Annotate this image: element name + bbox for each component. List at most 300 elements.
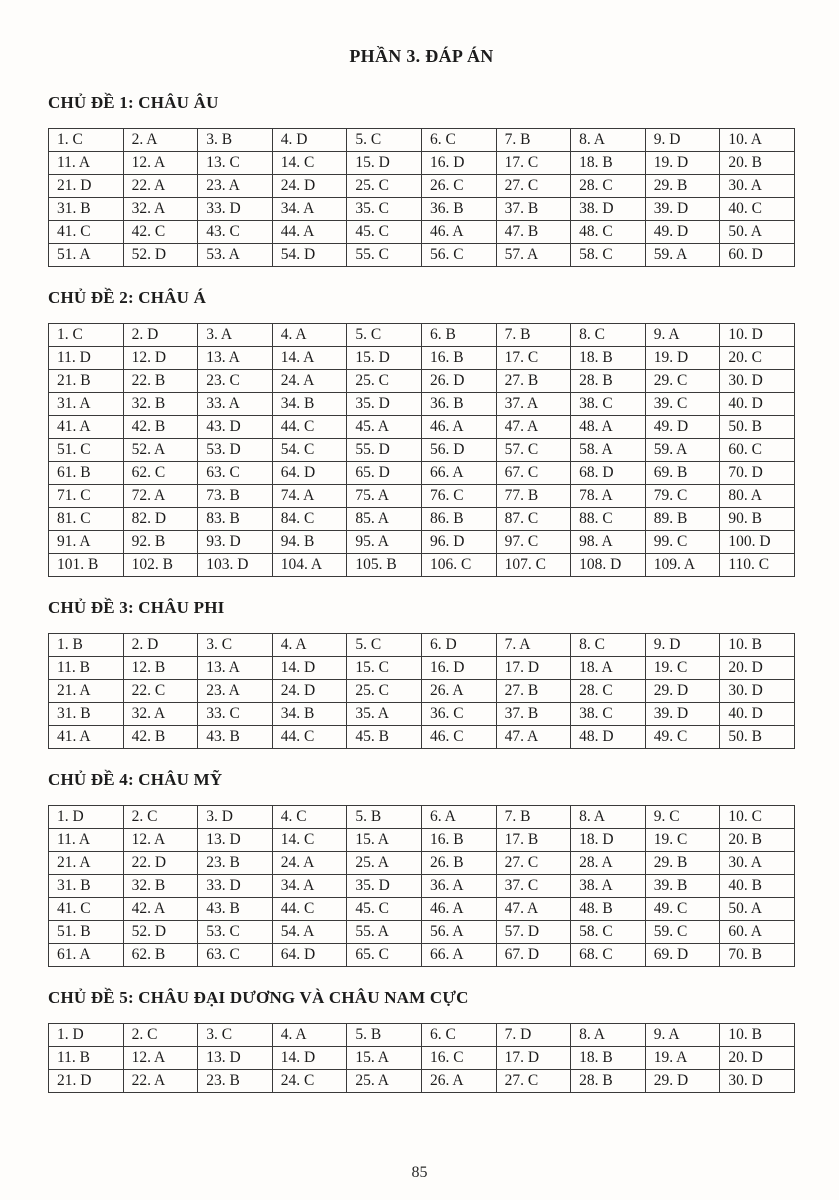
answer-cell: 56. D xyxy=(421,439,496,462)
answer-cell: 86. B xyxy=(421,508,496,531)
answer-cell: 102. B xyxy=(123,554,198,577)
answer-cell: 31. B xyxy=(49,198,124,221)
answer-cell: 45. C xyxy=(347,898,422,921)
answer-cell: 27. C xyxy=(496,175,571,198)
answer-cell: 32. A xyxy=(123,703,198,726)
answer-cell: 28. B xyxy=(571,370,646,393)
answer-cell: 92. B xyxy=(123,531,198,554)
answer-cell: 30. D xyxy=(720,680,795,703)
answer-cell: 49. D xyxy=(645,221,720,244)
answer-cell: 55. D xyxy=(347,439,422,462)
answer-cell: 52. A xyxy=(123,439,198,462)
answer-cell: 21. A xyxy=(49,852,124,875)
table-row xyxy=(49,175,795,198)
answer-cell: 3. A xyxy=(198,324,273,347)
table-row xyxy=(49,152,795,175)
table-row xyxy=(49,657,795,680)
answer-cell: 93. D xyxy=(198,531,273,554)
answer-cell: 83. B xyxy=(198,508,273,531)
answer-cell: 70. D xyxy=(720,462,795,485)
answer-cell: 60. A xyxy=(720,921,795,944)
answer-cell: 35. C xyxy=(347,198,422,221)
answer-cell: 105. B xyxy=(347,554,422,577)
answer-cell: 35. D xyxy=(347,875,422,898)
answer-cell: 23. B xyxy=(198,1070,273,1093)
answer-cell: 41. C xyxy=(49,221,124,244)
answer-cell: 38. C xyxy=(571,393,646,416)
answer-cell: 26. A xyxy=(421,1070,496,1093)
answer-cell: 61. B xyxy=(49,462,124,485)
answer-cell: 51. B xyxy=(49,921,124,944)
answer-cell: 50. A xyxy=(720,221,795,244)
answer-cell: 50. A xyxy=(720,898,795,921)
answer-cell: 23. B xyxy=(198,852,273,875)
answer-cell: 53. C xyxy=(198,921,273,944)
answer-cell: 100. D xyxy=(720,531,795,554)
answer-cell: 58. C xyxy=(571,921,646,944)
answer-cell: 38. D xyxy=(571,198,646,221)
answer-cell: 50. B xyxy=(720,416,795,439)
answer-cell: 15. D xyxy=(347,347,422,370)
answer-cell: 14. A xyxy=(272,347,347,370)
answer-cell: 6. C xyxy=(421,129,496,152)
answer-cell: 41. A xyxy=(49,726,124,749)
answer-cell: 108. D xyxy=(571,554,646,577)
answer-cell: 30. D xyxy=(720,370,795,393)
answer-cell: 22. D xyxy=(123,852,198,875)
answer-cell: 26. B xyxy=(421,852,496,875)
table-row xyxy=(49,1070,795,1093)
answer-cell: 6. B xyxy=(421,324,496,347)
answer-cell: 26. D xyxy=(421,370,496,393)
answer-cell: 15. C xyxy=(347,657,422,680)
answer-cell: 2. C xyxy=(123,806,198,829)
table-row xyxy=(49,921,795,944)
answer-cell: 6. D xyxy=(421,634,496,657)
answer-cell: 26. C xyxy=(421,175,496,198)
answer-cell: 42. C xyxy=(123,221,198,244)
answer-cell: 7. B xyxy=(496,806,571,829)
section-heading: CHỦ ĐỀ 3: CHÂU PHI xyxy=(48,598,225,617)
answer-cell: 19. C xyxy=(645,657,720,680)
answer-cell: 40. C xyxy=(720,198,795,221)
answer-cell: 59. A xyxy=(645,244,720,267)
answer-cell: 11. B xyxy=(49,657,124,680)
answer-cell: 49. C xyxy=(645,898,720,921)
section-heading: CHỦ ĐỀ 2: CHÂU Á xyxy=(48,288,207,307)
answer-cell: 55. C xyxy=(347,244,422,267)
answer-cell: 37. C xyxy=(496,875,571,898)
table-row xyxy=(49,462,795,485)
answer-cell: 31. B xyxy=(49,875,124,898)
answer-cell: 78. A xyxy=(571,485,646,508)
answer-cell: 24. A xyxy=(272,370,347,393)
answer-cell: 5. B xyxy=(347,1024,422,1047)
answer-cell: 59. C xyxy=(645,921,720,944)
answer-cell: 6. C xyxy=(421,1024,496,1047)
table-row xyxy=(49,439,795,462)
table-row xyxy=(49,554,795,577)
answer-cell: 13. A xyxy=(198,347,273,370)
answer-cell: 7. D xyxy=(496,1024,571,1047)
answer-cell: 5. C xyxy=(347,324,422,347)
answer-cell: 54. C xyxy=(272,439,347,462)
answer-table xyxy=(48,323,795,577)
answer-cell: 1. C xyxy=(49,324,124,347)
answer-cell: 10. D xyxy=(720,324,795,347)
table-row xyxy=(49,1047,795,1070)
answer-cell: 35. D xyxy=(347,393,422,416)
answer-cell: 68. C xyxy=(571,944,646,967)
answer-cell: 2. C xyxy=(123,1024,198,1047)
answer-cell: 66. A xyxy=(421,462,496,485)
answer-cell: 91. A xyxy=(49,531,124,554)
answer-cell: 14. D xyxy=(272,657,347,680)
table-row xyxy=(49,806,795,829)
answer-cell: 25. A xyxy=(347,852,422,875)
answer-cell: 17. D xyxy=(496,657,571,680)
answer-cell: 55. A xyxy=(347,921,422,944)
answer-cell: 12. D xyxy=(123,347,198,370)
answer-cell: 81. C xyxy=(49,508,124,531)
answer-cell: 16. B xyxy=(421,829,496,852)
answer-cell: 4. A xyxy=(272,1024,347,1047)
answer-cell: 104. A xyxy=(272,554,347,577)
section-heading: CHỦ ĐỀ 5: CHÂU ĐẠI DƯƠNG VÀ CHÂU NAM CỰC xyxy=(48,988,469,1007)
answer-cell: 9. D xyxy=(645,129,720,152)
answer-cell: 15. D xyxy=(347,152,422,175)
answer-cell: 51. C xyxy=(49,439,124,462)
answer-cell: 109. A xyxy=(645,554,720,577)
answer-cell: 15. A xyxy=(347,829,422,852)
answer-cell: 97. C xyxy=(496,531,571,554)
answer-cell: 19. A xyxy=(645,1047,720,1070)
answer-cell: 64. D xyxy=(272,944,347,967)
answer-cell: 12. B xyxy=(123,657,198,680)
answer-cell: 14. C xyxy=(272,829,347,852)
table-row xyxy=(49,129,795,152)
answer-cell: 13. C xyxy=(198,152,273,175)
answer-cell: 96. D xyxy=(421,531,496,554)
table-row xyxy=(49,726,795,749)
answer-cell: 75. A xyxy=(347,485,422,508)
answer-cell: 21. A xyxy=(49,680,124,703)
answer-cell: 27. B xyxy=(496,370,571,393)
table-row xyxy=(49,852,795,875)
answer-cell: 46. A xyxy=(421,898,496,921)
answer-cell: 95. A xyxy=(347,531,422,554)
table-row xyxy=(49,898,795,921)
answer-cell: 79. C xyxy=(645,485,720,508)
answer-cell: 17. D xyxy=(496,1047,571,1070)
answer-cell: 98. A xyxy=(571,531,646,554)
table-row xyxy=(49,324,795,347)
answer-cell: 7. B xyxy=(496,324,571,347)
answer-cell: 49. D xyxy=(645,416,720,439)
answer-cell: 32. B xyxy=(123,875,198,898)
answer-cell: 11. A xyxy=(49,829,124,852)
answer-cell: 3. B xyxy=(198,129,273,152)
answer-cell: 5. B xyxy=(347,806,422,829)
table-row xyxy=(49,1024,795,1047)
answer-cell: 22. A xyxy=(123,175,198,198)
answer-cell: 33. A xyxy=(198,393,273,416)
table-row xyxy=(49,485,795,508)
answer-cell: 47. A xyxy=(496,416,571,439)
answer-cell: 53. D xyxy=(198,439,273,462)
answer-cell: 19. C xyxy=(645,829,720,852)
answer-cell: 50. B xyxy=(720,726,795,749)
answer-cell: 16. C xyxy=(421,1047,496,1070)
table-row xyxy=(49,370,795,393)
answer-cell: 36. A xyxy=(421,875,496,898)
answer-cell: 110. C xyxy=(720,554,795,577)
answer-cell: 62. B xyxy=(123,944,198,967)
answer-cell: 18. B xyxy=(571,152,646,175)
answer-cell: 54. A xyxy=(272,921,347,944)
answer-cell: 54. D xyxy=(272,244,347,267)
answer-cell: 57. D xyxy=(496,921,571,944)
answer-cell: 88. C xyxy=(571,508,646,531)
answer-cell: 18. D xyxy=(571,829,646,852)
answer-cell: 29. D xyxy=(645,1070,720,1093)
table-row xyxy=(49,829,795,852)
answer-cell: 38. A xyxy=(571,875,646,898)
answer-cell: 34. B xyxy=(272,393,347,416)
answer-cell: 22. B xyxy=(123,370,198,393)
answer-cell: 40. D xyxy=(720,703,795,726)
answer-cell: 37. B xyxy=(496,703,571,726)
answer-cell: 10. C xyxy=(720,806,795,829)
answer-cell: 24. A xyxy=(272,852,347,875)
answer-cell: 27. C xyxy=(496,1070,571,1093)
answer-cell: 59. A xyxy=(645,439,720,462)
answer-cell: 56. C xyxy=(421,244,496,267)
answer-cell: 80. A xyxy=(720,485,795,508)
answer-cell: 84. C xyxy=(272,508,347,531)
answer-cell: 20. D xyxy=(720,657,795,680)
answer-table xyxy=(48,633,795,749)
answer-cell: 45. A xyxy=(347,416,422,439)
table-row xyxy=(49,634,795,657)
answer-cell: 39. D xyxy=(645,703,720,726)
answer-cell: 9. A xyxy=(645,324,720,347)
answer-cell: 23. A xyxy=(198,680,273,703)
answer-cell: 24. C xyxy=(272,1070,347,1093)
answer-cell: 24. D xyxy=(272,175,347,198)
answer-cell: 33. D xyxy=(198,875,273,898)
answer-cell: 27. B xyxy=(496,680,571,703)
answer-cell: 22. A xyxy=(123,1070,198,1093)
answer-cell: 23. A xyxy=(198,175,273,198)
answer-cell: 74. A xyxy=(272,485,347,508)
answer-cell: 44. C xyxy=(272,726,347,749)
answer-cell: 20. B xyxy=(720,829,795,852)
answer-table xyxy=(48,805,795,967)
answer-cell: 61. A xyxy=(49,944,124,967)
table-row xyxy=(49,347,795,370)
answer-cell: 30. D xyxy=(720,1070,795,1093)
answer-cell: 72. A xyxy=(123,485,198,508)
answer-cell: 63. C xyxy=(198,462,273,485)
table-row xyxy=(49,944,795,967)
answer-cell: 15. A xyxy=(347,1047,422,1070)
answer-cell: 11. A xyxy=(49,152,124,175)
answer-cell: 40. B xyxy=(720,875,795,898)
answer-cell: 39. B xyxy=(645,875,720,898)
answer-cell: 44. A xyxy=(272,221,347,244)
answer-cell: 19. D xyxy=(645,347,720,370)
answer-cell: 49. C xyxy=(645,726,720,749)
answer-cell: 46. C xyxy=(421,726,496,749)
answer-cell: 4. D xyxy=(272,129,347,152)
section-heading: CHỦ ĐỀ 1: CHÂU ÂU xyxy=(48,93,219,112)
table-row xyxy=(49,198,795,221)
answer-cell: 39. D xyxy=(645,198,720,221)
answer-cell: 5. C xyxy=(347,634,422,657)
answer-cell: 4. A xyxy=(272,634,347,657)
answer-cell: 7. A xyxy=(496,634,571,657)
answer-cell: 3. D xyxy=(198,806,273,829)
answer-cell: 48. D xyxy=(571,726,646,749)
answer-cell: 85. A xyxy=(347,508,422,531)
answer-cell: 47. B xyxy=(496,221,571,244)
answer-cell: 57. C xyxy=(496,439,571,462)
answer-cell: 39. C xyxy=(645,393,720,416)
answer-cell: 41. C xyxy=(49,898,124,921)
answer-cell: 8. C xyxy=(571,634,646,657)
answer-cell: 29. B xyxy=(645,175,720,198)
answer-cell: 37. B xyxy=(496,198,571,221)
answer-cell: 28. A xyxy=(571,852,646,875)
answer-cell: 32. B xyxy=(123,393,198,416)
answer-table xyxy=(48,1023,795,1093)
page-title: PHẦN 3. ĐÁP ÁN xyxy=(349,46,494,66)
sections-container xyxy=(48,93,795,1093)
answer-cell: 21. B xyxy=(49,370,124,393)
answer-cell: 2. D xyxy=(123,634,198,657)
answer-cell: 58. C xyxy=(571,244,646,267)
answer-cell: 56. A xyxy=(421,921,496,944)
answer-cell: 37. A xyxy=(496,393,571,416)
answer-cell: 9. A xyxy=(645,1024,720,1047)
answer-cell: 8. A xyxy=(571,806,646,829)
answer-cell: 30. A xyxy=(720,852,795,875)
answer-cell: 25. C xyxy=(347,175,422,198)
answer-cell: 60. C xyxy=(720,439,795,462)
answer-cell: 53. A xyxy=(198,244,273,267)
answer-cell: 13. A xyxy=(198,657,273,680)
answer-cell: 73. B xyxy=(198,485,273,508)
answer-cell: 17. C xyxy=(496,347,571,370)
answer-cell: 44. C xyxy=(272,416,347,439)
answer-cell: 45. B xyxy=(347,726,422,749)
answer-cell: 28. C xyxy=(571,680,646,703)
answer-cell: 25. A xyxy=(347,1070,422,1093)
answer-cell: 19. D xyxy=(645,152,720,175)
answer-cell: 70. B xyxy=(720,944,795,967)
answer-cell: 103. D xyxy=(198,554,273,577)
answer-cell: 14. C xyxy=(272,152,347,175)
answer-cell: 65. D xyxy=(347,462,422,485)
answer-cell: 3. C xyxy=(198,634,273,657)
answer-cell: 11. B xyxy=(49,1047,124,1070)
answer-cell: 67. C xyxy=(496,462,571,485)
answer-cell: 6. A xyxy=(421,806,496,829)
answer-cell: 69. D xyxy=(645,944,720,967)
answer-cell: 5. C xyxy=(347,129,422,152)
answer-cell: 48. C xyxy=(571,221,646,244)
answer-cell: 21. D xyxy=(49,175,124,198)
answer-cell: 18. B xyxy=(571,1047,646,1070)
answer-cell: 23. C xyxy=(198,370,273,393)
answer-cell: 40. D xyxy=(720,393,795,416)
answer-cell: 2. A xyxy=(123,129,198,152)
answer-cell: 90. B xyxy=(720,508,795,531)
answer-cell: 16. B xyxy=(421,347,496,370)
table-row xyxy=(49,680,795,703)
answer-cell: 60. D xyxy=(720,244,795,267)
answer-cell: 36. C xyxy=(421,703,496,726)
answer-cell: 89. B xyxy=(645,508,720,531)
answer-cell: 82. D xyxy=(123,508,198,531)
answer-cell: 43. B xyxy=(198,898,273,921)
answer-cell: 52. D xyxy=(123,921,198,944)
answer-cell: 64. D xyxy=(272,462,347,485)
answer-cell: 18. A xyxy=(571,657,646,680)
table-row xyxy=(49,221,795,244)
answer-cell: 66. A xyxy=(421,944,496,967)
answer-cell: 24. D xyxy=(272,680,347,703)
table-row xyxy=(49,416,795,439)
answer-cell: 101. B xyxy=(49,554,124,577)
answer-cell: 34. A xyxy=(272,198,347,221)
answer-cell: 10. B xyxy=(720,634,795,657)
answer-cell: 8. A xyxy=(571,1024,646,1047)
answer-cell: 46. A xyxy=(421,221,496,244)
answer-cell: 4. A xyxy=(272,324,347,347)
answer-cell: 30. A xyxy=(720,175,795,198)
answer-cell: 51. A xyxy=(49,244,124,267)
answer-cell: 33. D xyxy=(198,198,273,221)
answer-cell: 34. A xyxy=(272,875,347,898)
answer-cell: 46. A xyxy=(421,416,496,439)
answer-cell: 20. C xyxy=(720,347,795,370)
answer-cell: 31. B xyxy=(49,703,124,726)
answer-cell: 8. A xyxy=(571,129,646,152)
answer-cell: 8. C xyxy=(571,324,646,347)
answer-cell: 52. D xyxy=(123,244,198,267)
answer-cell: 1. D xyxy=(49,1024,124,1047)
answer-cell: 63. C xyxy=(198,944,273,967)
answer-cell: 11. D xyxy=(49,347,124,370)
answer-cell: 12. A xyxy=(123,152,198,175)
answer-cell: 69. B xyxy=(645,462,720,485)
answer-cell: 67. D xyxy=(496,944,571,967)
answer-cell: 58. A xyxy=(571,439,646,462)
answer-cell: 4. C xyxy=(272,806,347,829)
answer-cell: 48. B xyxy=(571,898,646,921)
answer-cell: 13. D xyxy=(198,829,273,852)
answer-cell: 99. C xyxy=(645,531,720,554)
table-row xyxy=(49,393,795,416)
answer-cell: 38. C xyxy=(571,703,646,726)
answer-cell: 47. A xyxy=(496,726,571,749)
answer-cell: 14. D xyxy=(272,1047,347,1070)
answer-cell: 9. C xyxy=(645,806,720,829)
answer-cell: 21. D xyxy=(49,1070,124,1093)
answer-cell: 36. B xyxy=(421,393,496,416)
